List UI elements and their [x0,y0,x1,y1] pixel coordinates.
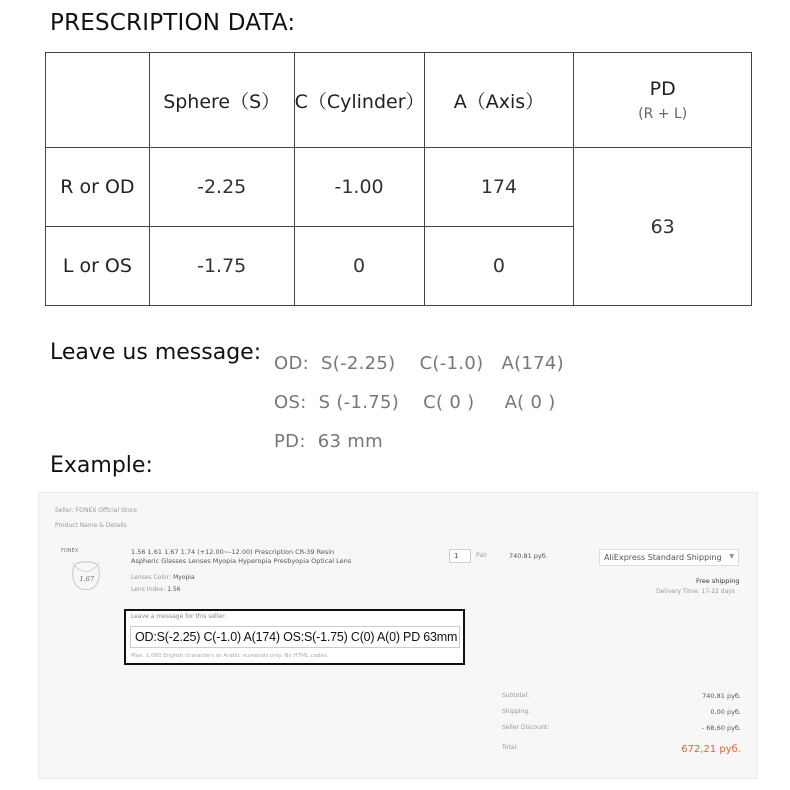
seller-link[interactable]: Seller: FONEX Official Store [55,507,137,514]
os-sphere: -1.75 [149,227,294,306]
lens-color-label: Lenses Color: [131,574,172,581]
seller-message-input[interactable]: OD:S(-2.25) C(-1.0) A(174) OS:S(-1.75) C(0) A(0) PD 63mm [130,626,460,648]
quantity-input[interactable]: 1 [449,549,471,563]
header-pd-sub: (R + L) [638,106,688,122]
chevron-down-icon: ▼ [729,553,734,560]
shipping-method-value: AliExpress Standard Shipping [604,553,722,562]
unit-label: Pair [476,552,488,559]
pd-value: 63 [574,148,752,306]
header-cylinder: C（Cylinder） [294,53,424,148]
seller-message-note: Max. 1,000 English characters or Arabic numerals only. No HTML codes. [131,653,329,659]
free-shipping: Free shipping [696,577,740,585]
lens-logo-icon [67,557,105,595]
unit-price: 740,81 руб. [509,552,548,560]
lens-index [131,586,181,593]
table-header-row [46,53,752,148]
message-line-pd: PD: 63 mm [274,431,383,452]
row-label-od: R or OD [46,148,150,227]
header-empty [46,53,150,148]
lens-index-value: 1.56 [167,586,181,593]
header-axis: A（Axis） [424,53,574,148]
table-row-od [46,148,752,227]
total-value: 672,21 руб. [681,744,741,755]
lens-color-value: Myopia [173,574,195,581]
prescription-table [45,52,752,306]
delivery-time: Delivery Time: 17-22 days [656,588,735,595]
example-screenshot [38,492,758,779]
message-heading: Leave us message: [50,340,262,365]
row-label-os: L or OS [46,227,150,306]
os-axis: 0 [424,227,574,306]
seller-message-box [124,609,465,665]
header-pd [574,53,752,148]
example-heading: Example: [50,453,153,478]
lens-logo-text: 1.67 [79,574,95,583]
os-cylinder: 0 [294,227,424,306]
seller-message-label: Leave a message for this seller: [131,613,227,620]
header-pd-label: PD [649,78,676,100]
shipping-value: 0,00 руб. [710,708,741,716]
message-line-od: OD: S(-2.25) C(-1.0) A(174) [274,353,564,374]
message-line-os: OS: S (-1.75) C( 0 ) A( 0 ) [274,392,556,413]
od-cylinder: -1.00 [294,148,424,227]
shipping-method-select[interactable] [599,549,739,566]
subtotal-label: Subtotal: [502,692,530,699]
lens-color [131,574,195,581]
page-title: PRESCRIPTION DATA: [50,10,296,36]
product-heading: Product Name & Details [55,522,127,529]
shipping-label: Shipping: [502,708,531,715]
header-sphere: Sphere（S） [149,53,294,148]
subtotal-value: 740,81 руб. [702,692,741,700]
lens-index-label: Lens Index: [131,586,166,593]
product-description[interactable]: 1.56 1.61 1.67 1.74 (+12.00~-12.00) Prescription CR-39 Resin Aspheric Glasses Lenses Myopia Hyperopia Presbyopia Optical Lens [131,548,352,565]
brand-label: FONEX [61,548,79,554]
total-label: Total: [502,744,519,751]
od-axis: 174 [424,148,574,227]
message-lines [274,344,564,461]
od-sphere: -2.25 [149,148,294,227]
discount-value: - 68,60 руб. [701,724,741,732]
discount-label: Seller Discount: [502,724,550,731]
